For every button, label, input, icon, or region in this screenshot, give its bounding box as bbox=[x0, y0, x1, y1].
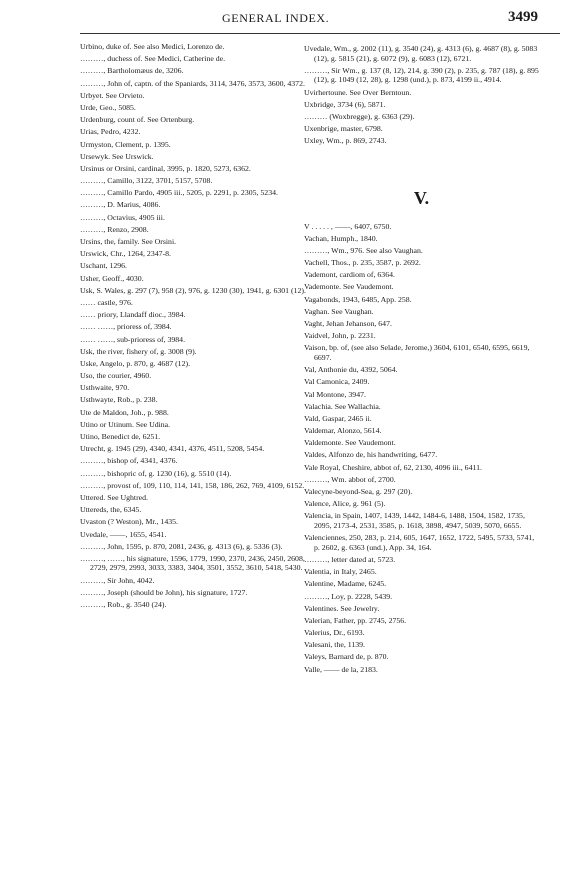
index-entry: V . . . . . , ——, 6407, 6750. bbox=[304, 221, 392, 231]
index-entry: Vaison, bp. of, (see also Selade, Jerome,) 3604, 6101, 6540, 6595, 6619, 6697. bbox=[304, 343, 530, 362]
index-entry: Usthwayte, Rob., p. 238. bbox=[80, 395, 158, 405]
index-entry: Valle, —— de la, 2183. bbox=[304, 664, 378, 674]
index-entry: …… ……, prioress of, 3984. bbox=[80, 322, 172, 332]
index-entry: Uske, Angelo, p. 870, g. 4687 (12). bbox=[80, 358, 191, 368]
index-entry: ………, bishop of, 4341, 4376. bbox=[80, 456, 178, 466]
index-entry: Valdemonte. See Vaudemont. bbox=[304, 438, 396, 448]
header-rule bbox=[80, 33, 560, 34]
index-entry: Uttereds, the, 6345. bbox=[80, 505, 142, 515]
index-entry: Utino, Benedict de, 6251. bbox=[80, 432, 161, 441]
index-entry: ………, Rob., g. 3540 (24). bbox=[80, 600, 167, 610]
index-entry: Valentine, Madame, 6245. bbox=[304, 579, 387, 589]
section-gap bbox=[304, 149, 539, 183]
index-entry: Uvaston (? Weston), Mr., 1435. bbox=[80, 517, 178, 527]
running-header-title: GENERAL INDEX. bbox=[222, 11, 330, 25]
index-entry: Uxenbrige, master, 6798. bbox=[304, 124, 383, 134]
index-entry: Urswick, Chr., 1264, 2347-8. bbox=[80, 249, 171, 259]
left-column bbox=[80, 42, 315, 612]
right-column-u-entries bbox=[304, 44, 539, 146]
index-entry: Ursins, the, family. See Orsini. bbox=[80, 237, 177, 246]
index-entry: Ursinus or Orsini, cardinal, 3995, p. 1820, 5273, 6362. bbox=[80, 163, 251, 173]
index-entry: Urdenburg, count of. See Ortenburg. bbox=[80, 115, 195, 125]
index-entry: Vale Royal, Cheshire, abbot of, 62, 2130, 4096 iii., 6411. bbox=[304, 462, 482, 472]
index-entry: Urias, Pedro, 4232. bbox=[80, 127, 141, 137]
index-entry: Valesani, the, 1139. bbox=[304, 640, 365, 650]
index-entry: Uttered. See Ughtred. bbox=[80, 492, 148, 502]
index-entry: Usk, the river, fishery of, g. 3008 (9). bbox=[80, 346, 197, 356]
index-entry: Valerius, Dr., 6193. bbox=[304, 628, 365, 638]
index-entry: Val Montone, 3947. bbox=[304, 389, 366, 399]
index-entry: Vachell, Thos., p. 235, 3587, p. 2692. bbox=[304, 258, 421, 268]
index-entry: Valentia, in Italy, 2465. bbox=[304, 567, 377, 577]
index-entry: ………, Bartholomæus de, 3206. bbox=[80, 66, 184, 76]
index-entry: ………, provost of, 109, 110, 114, 141, 158, 186, 262, 769, 4109, 6152. bbox=[80, 480, 305, 490]
index-entry: Vaghan. See Vaughan. bbox=[304, 306, 374, 316]
index-entry: Urmyston, Clement, p. 1395. bbox=[80, 139, 171, 149]
index-entry: Valence, Alice, g. 961 (5). bbox=[304, 499, 386, 509]
index-entry: Valdemar, Alonzo, 5614. bbox=[304, 426, 382, 436]
index-entry: Vaidvel, John, p. 2231. bbox=[304, 331, 376, 341]
index-entry: Valenciennes, 250, 283, p. 214, 605, 1647, 1652, 1722, 5495, 5733, 5741, p. 2602, g. 6363 (und.), App. 34, 164. bbox=[304, 533, 535, 552]
index-entry: Ute de Maldon, Joh., p. 988. bbox=[80, 407, 169, 417]
index-entry: Uso, the courier, 4960. bbox=[80, 371, 152, 381]
index-entry: ………, Sir John, 4042. bbox=[80, 575, 155, 585]
index-entry: ………, Loy, p. 2228, 5439. bbox=[304, 591, 393, 601]
index-entry: Valentines. See Jewelry. bbox=[304, 603, 380, 613]
section-heading-v: V. bbox=[413, 187, 430, 208]
index-entry: ………, letter dated at, 5723. bbox=[304, 554, 396, 564]
index-entry: ………, John of, captn. of the Spaniards, 3114, 3476, 3573, 3600, 4372. bbox=[80, 78, 305, 88]
index-entry: Urbino, duke of. See also Medici, Lorenzo de. bbox=[80, 42, 225, 51]
index-entry: Uxbridge, 3734 (6), 5871. bbox=[304, 99, 386, 109]
index-entry: ………, Wm. abbot of, 2700. bbox=[304, 474, 396, 484]
index-entry: ………, Joseph (should be John), his signature, 1727. bbox=[80, 587, 248, 597]
index-entry: Utino or Utinum. See Udina. bbox=[80, 419, 171, 429]
index-entry: Valencia, in Spain, 1407, 1439, 1442, 1484-6, 1488, 1504, 1582, 1735, 2095, 2173-4, 2531, 3585, p. 1618, 3898, 4947, 5039, 5070, 6655. bbox=[304, 511, 525, 530]
index-entry: ……… (Woxbregge), g. 6363 (29). bbox=[304, 111, 415, 121]
index-entry: ………, duchess of. See Medici, Catherine de. bbox=[80, 54, 226, 64]
index-entry: Uvirhertoune. See Over Berntoun. bbox=[304, 87, 412, 97]
index-entry: Vagabonds, 1943, 6485, App. 258. bbox=[304, 294, 412, 304]
index-entry: ………, Sir Wm., g. 137 (8, 12), 214, g. 390 (2), p. 235, g. 787 (18), g. 895 (12), g. 1049 (12, 28), g. 1298 (und.), p. 873, 4199 ii., 4914. bbox=[304, 65, 539, 85]
index-entry: Usk, S. Wales, g. 297 (7), 958 (2), 976, g. 1230 (30), 1941, g. 6301 (12). bbox=[80, 285, 306, 295]
index-entry: ………, Camillo, 3122, 3701, 5157, 5708. bbox=[80, 176, 213, 186]
index-entry: Ursewyk. See Urswick. bbox=[80, 151, 154, 161]
index-entry: Vachan, Humph., 1840. bbox=[304, 233, 378, 243]
index-entry: Valeys, Barnard de, p. 870. bbox=[304, 652, 389, 662]
index-entry: Urbyet. See Orvieto. bbox=[80, 90, 145, 100]
index-entry: Valerian, Father, pp. 2745, 2756. bbox=[304, 615, 407, 625]
index-entry: ………, bishopric of, g. 1230 (16), g. 5510 (14). bbox=[80, 468, 232, 478]
index-entry: Usher, Geoff., 4030. bbox=[80, 273, 144, 283]
index-entry: Uvedale, Wm., g. 2002 (11), g. 3540 (24), g. 4313 (6), g. 4687 (8), g. 5083 (12), g. 5815 (21), g. 6072 (9), g. 6083 (12), 6721. bbox=[304, 44, 538, 63]
index-entry: ………, Camillo Pardo, 4905 iii., 5205, p. 2291, p. 2305, 5234. bbox=[80, 188, 278, 198]
index-entry: Uxley, Wm., p. 869, 2743. bbox=[304, 136, 387, 146]
index-entry: Vaght, Jehan Jehanson, 647. bbox=[304, 319, 392, 328]
index-entry: Urde, Geo., 5085. bbox=[80, 102, 136, 112]
index-entry: Uschant, 1296. bbox=[80, 261, 127, 271]
index-entry: Vademont, cardiom of, 6364. bbox=[304, 270, 395, 280]
index-entry: Uvedale, ——, 1655, 4541. bbox=[80, 529, 167, 539]
page-number: 3499 bbox=[508, 9, 538, 25]
index-entry: ………, Wm., 976. See also Vaughan. bbox=[304, 245, 423, 255]
right-column-v-entries bbox=[304, 222, 539, 675]
index-entry: Valdes, Alfonzo de, his handwriting, 6477. bbox=[304, 450, 438, 460]
right-column bbox=[304, 44, 539, 677]
index-entry: Val Camonica, 2409. bbox=[304, 377, 370, 387]
index-entry: Vald, Gaspar, 2465 ii. bbox=[304, 413, 372, 423]
index-entry: …… priory, Llandaff dioc., 3984. bbox=[80, 310, 186, 320]
index-entry: ………, ……, his signature, 1596, 1779, 1990, 2370, 2436, 2450, 2608, 2729, 2979, 2993, 3033, 3383, 3404, 3501, 3552, 3610, 5418, 5430. bbox=[80, 553, 305, 573]
index-entry: ………, Octavius, 4905 iii. bbox=[80, 212, 165, 222]
index-entry: …… castle, 976. bbox=[80, 297, 133, 307]
index-entry: Utrecht, g. 1945 (29), 4340, 4341, 4376, 4511, 5208, 5454. bbox=[80, 444, 265, 454]
index-entry: Usthwaite, 970. bbox=[80, 383, 130, 393]
index-entry: Valecyne-beyond-Sea, g. 297 (20). bbox=[304, 487, 413, 497]
index-entry: Val, Anthonie du, 4392, 5064. bbox=[304, 365, 398, 375]
index-entry: Vademonte. See Vaudemont. bbox=[304, 282, 394, 292]
index-entry: Valachia. See Wallachia. bbox=[304, 401, 381, 411]
index-entry: …… ……, sub-prioress of, 3984. bbox=[80, 334, 186, 344]
index-entry: ………, John, 1595, p. 870, 2081, 2436, g. 4313 (6), g. 5336 (3). bbox=[80, 541, 283, 551]
index-entry: ………, D. Marius, 4086. bbox=[80, 200, 161, 210]
index-entry: ………, Renzo, 2908. bbox=[80, 224, 149, 234]
